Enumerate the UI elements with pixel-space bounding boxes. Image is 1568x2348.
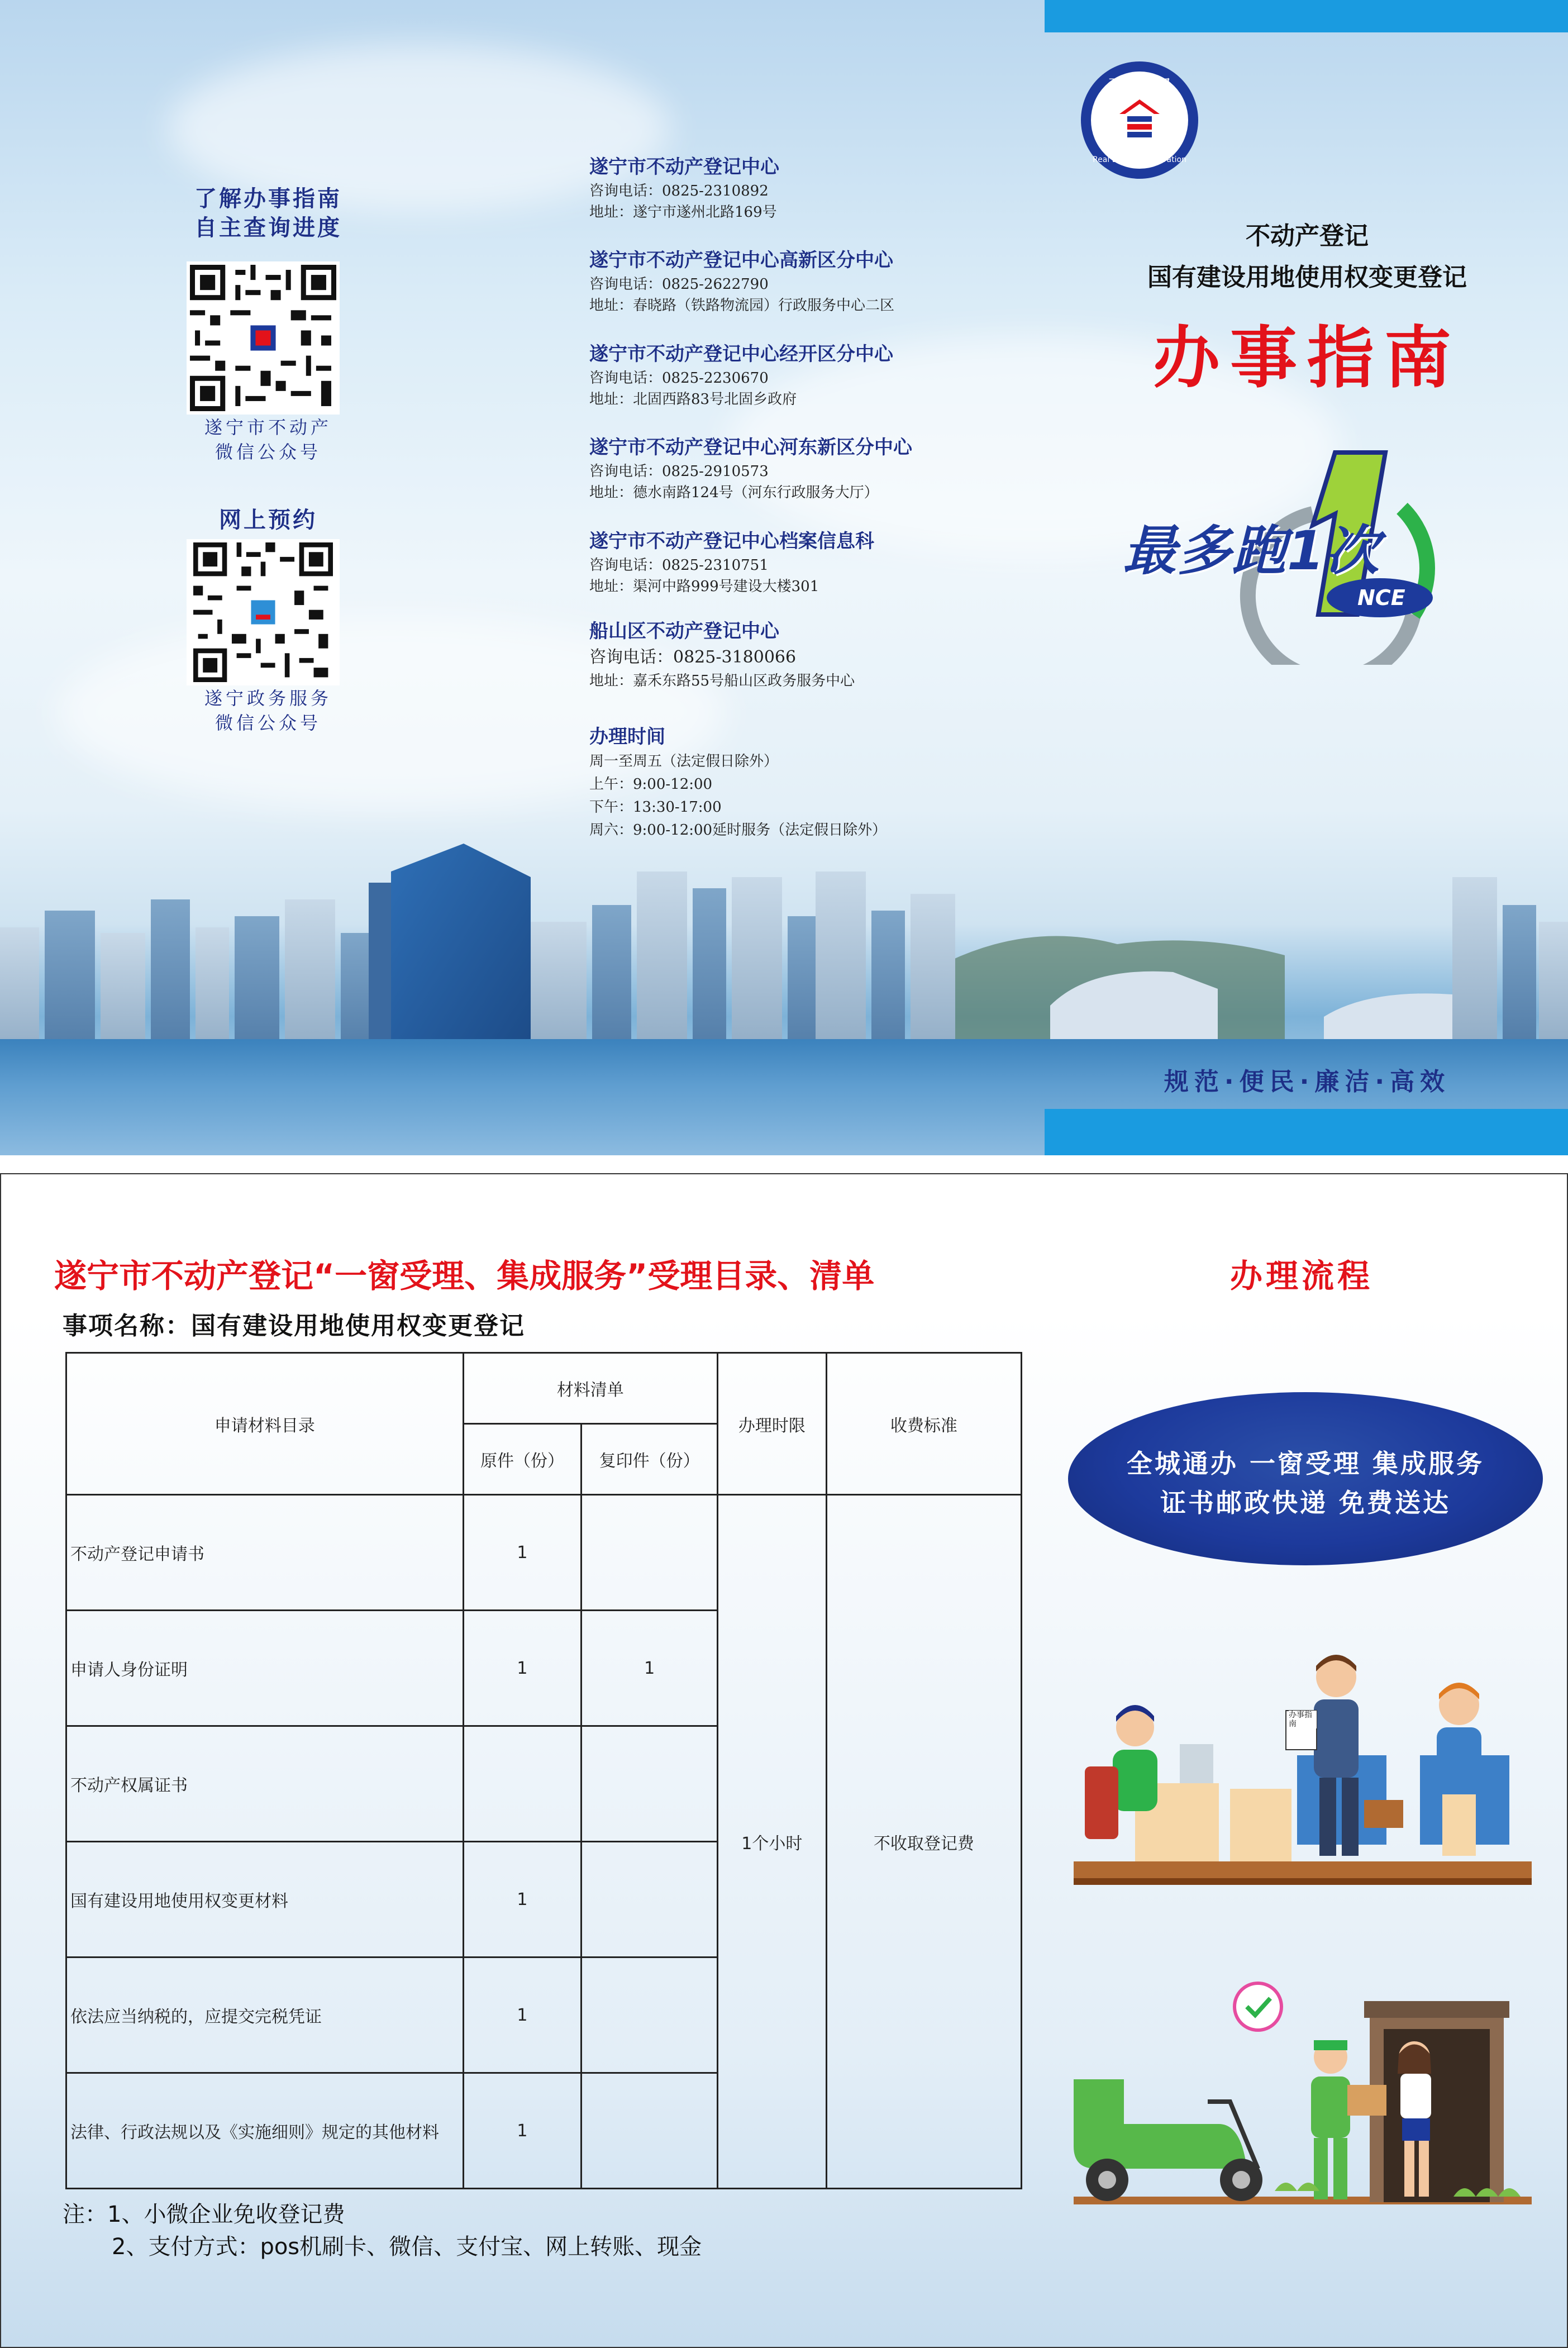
center-address: 地址：渠河中路999号建设大楼301 (589, 578, 819, 595)
item-name: 事项名称：国有建设用地使用权变更登记 (63, 1312, 525, 1340)
center-contact-1 (589, 247, 1014, 316)
house-icon (1117, 96, 1162, 141)
table-row (66, 1495, 1022, 1611)
copy-count (582, 1726, 718, 1842)
center-phone: 咨询电话：0825-2310892 (589, 183, 769, 199)
original-count: 1 (463, 1958, 582, 2073)
original-count: 1 (463, 1842, 582, 1958)
header-fee: 收费标准 (826, 1353, 1021, 1495)
header-time-limit: 办理时限 (718, 1353, 827, 1495)
table-header-row (66, 1353, 1022, 1424)
material-name: 不动产权属证书 (66, 1726, 464, 1842)
slogan-line1: 全城通办 一窗受理 集成服务 (1126, 1449, 1485, 1479)
center-phone: 咨询电话：0825-2622790 (589, 276, 769, 293)
header-copy: 复印件（份） (582, 1424, 718, 1495)
center-name: 遂宁市不动产登记中心经开区分中心 (589, 343, 893, 365)
center-contact-2 (589, 341, 1014, 410)
logo-text: 不动产登记 (1108, 78, 1170, 92)
bottom-blue-stripe (1045, 1109, 1568, 1155)
center-address: 地址：嘉禾东路55号船山区政务服务中心 (589, 673, 855, 689)
header-materials: 申请材料目录 (66, 1353, 464, 1495)
center-name: 遂宁市不动产登记中心高新区分中心 (589, 249, 893, 272)
office-hours-title: 办理时间 (589, 726, 665, 748)
original-count: 1 (463, 2073, 582, 2189)
header-material-list: 材料清单 (463, 1353, 717, 1424)
center-contact-5 (589, 618, 1014, 692)
service-slogan-oval (1068, 1392, 1543, 1565)
material-name: 依法应当纳税的，应提交完税凭证 (66, 1958, 464, 2073)
copy-count: 1 (582, 1611, 718, 1726)
fee-value: 不收取登记费 (826, 1495, 1021, 2189)
copy-count (582, 1842, 718, 1958)
center-name: 遂宁市不动产登记中心河东新区分中心 (589, 436, 912, 459)
run-once-text: 最多跑1次 (1123, 520, 1380, 582)
qr2-caption-line1: 遂宁政务服务 (204, 688, 332, 709)
checklist-title: 遂宁市不动产登记“一窗受理、集成服务”受理目录、清单 (54, 1257, 875, 1295)
office-hours-line: 下午：13:30-17:00 (589, 799, 722, 816)
office-hours (589, 723, 1014, 842)
material-name: 申请人身份证明 (66, 1611, 464, 1726)
logo-subtext: Real Estate Registration (1093, 155, 1186, 164)
slogan-line2: 证书邮政快递 免费送达 (1160, 1488, 1451, 1518)
cover-motto: 规范·便民·廉洁·高效 (1164, 1068, 1451, 1096)
online-appointment-heading: 网上预约 (219, 507, 317, 533)
center-address: 地址：德水南路124号（河东行政服务大厅） (589, 484, 879, 501)
center-address: 地址：春晓路（铁路物流园）行政服务中心二区 (589, 297, 895, 314)
material-name: 国有建设用地使用权变更材料 (66, 1842, 464, 1958)
center-phone: 咨询电话：0825-2230670 (589, 370, 769, 387)
real-estate-registration-logo (1081, 61, 1198, 179)
qr1-caption-line1: 遂宁市不动产 (204, 417, 332, 438)
center-phone: 咨询电话：0825-3180066 (589, 647, 797, 667)
service-counter-illustration (1074, 1632, 1532, 1906)
center-phone: 咨询电话：0825-2910573 (589, 463, 769, 480)
center-name: 船山区不动产登记中心 (589, 620, 779, 642)
center-phone: 咨询电话：0825-2310751 (589, 557, 769, 574)
center-address: 地址：遂宁市遂州北路169号 (589, 204, 777, 221)
original-count: 1 (463, 1495, 582, 1611)
center-contact-0 (589, 154, 1014, 223)
cover-title-line1: 不动产登记 (1246, 222, 1369, 250)
run-once-en: NCE (1357, 585, 1405, 610)
cover-title-line2: 国有建设用地使用权变更登记 (1147, 263, 1467, 292)
center-contact-4 (589, 528, 1014, 597)
center-name: 遂宁市不动产登记中心档案信息科 (589, 530, 874, 553)
guide-heading-line1: 了解办事指南 (194, 186, 342, 212)
copy-count (582, 1958, 718, 2073)
materials-table (65, 1352, 1022, 2189)
center-address: 地址：北固西路83号北固乡政府 (589, 391, 797, 408)
qr2-caption-line2: 微信公众号 (215, 712, 321, 734)
original-count (463, 1726, 582, 1842)
office-hours-line: 周一至周五（法定假日除外） (589, 753, 779, 770)
center-contact-3 (589, 434, 1014, 503)
office-hours-line: 周六：9:00-12:00延时服务（法定假日除外） (589, 822, 887, 839)
guide-sign-in-illustration: 办事指南 (1289, 1711, 1317, 1728)
brochure-cover (0, 0, 1568, 1155)
top-blue-stripe (1045, 0, 1568, 32)
courier-delivery-illustration (1074, 1934, 1532, 2247)
guide-heading-line2: 自主查询进度 (194, 215, 342, 241)
office-hours-line: 上午：9:00-12:00 (589, 776, 713, 793)
material-name: 法律、行政法规以及《实施细则》规定的其他材料 (66, 2073, 464, 2189)
qr1-caption-line2: 微信公众号 (215, 441, 321, 463)
original-count: 1 (463, 1611, 582, 1726)
process-title: 办理流程 (1230, 1257, 1374, 1295)
note-line-1: 注：1、小微企业免收登记费 (63, 2202, 345, 2227)
material-name: 不动产登记申请书 (66, 1495, 464, 1611)
time-limit-value: 1个小时 (718, 1495, 827, 2189)
copy-count (582, 1495, 718, 1611)
header-original: 原件（份） (463, 1424, 582, 1495)
cover-big-title: 办事指南 (1153, 320, 1461, 397)
center-name: 遂宁市不动产登记中心 (589, 156, 779, 178)
run-once-badge (1123, 447, 1503, 665)
brochure-inside (0, 1173, 1568, 2348)
qr-code-wechat-gov-service[interactable] (187, 539, 340, 685)
qr-code-wechat-real-estate[interactable] (187, 261, 340, 415)
note-line-2: 2、支付方式：pos机刷卡、微信、支付宝、网上转账、现金 (112, 2234, 702, 2260)
copy-count (582, 2073, 718, 2189)
